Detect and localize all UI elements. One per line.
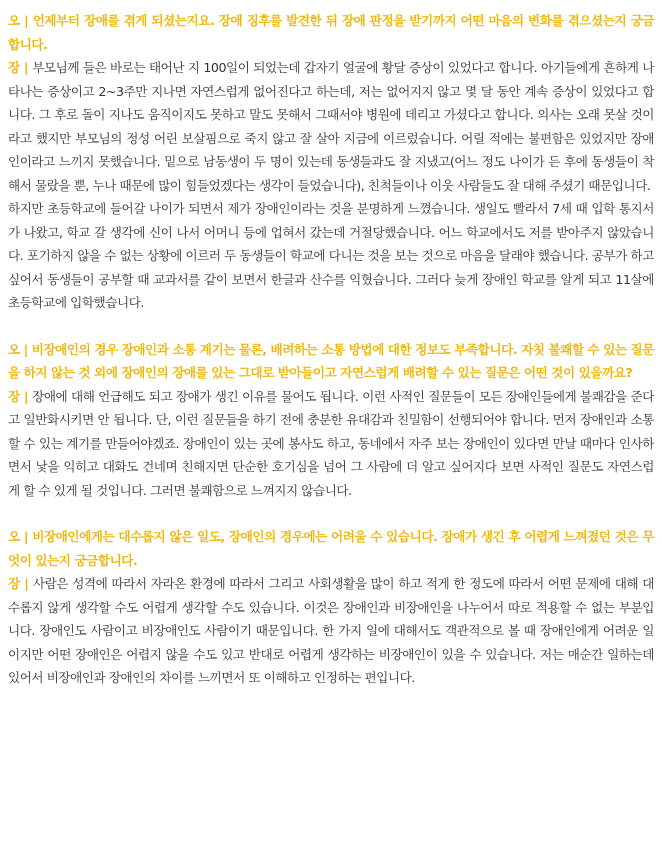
question-text: 비장애인의 경우 장애인과 소통 계기는 물론, 배려하는 소통 방법에 대한 정보도 부족합니다. 자칫 불쾌할 수 있는 질문을 하지 않는 것 외에 장애인의 장애를 있는 그대로 받아들이고 자연스럽게 배려할 수 있는 질문은 어떤 것이 있을까요? bbox=[8, 341, 654, 380]
interviewee-tag: 장 | bbox=[8, 60, 33, 75]
qa-block-1 bbox=[8, 9, 654, 315]
question-3 bbox=[8, 525, 654, 572]
answer-1-paragraph-1 bbox=[8, 56, 654, 197]
question-2 bbox=[8, 338, 654, 385]
interviewer-tag: 오 | bbox=[8, 341, 32, 357]
interviewee-tag: 장 | bbox=[8, 388, 33, 404]
qa-block-2 bbox=[8, 338, 654, 503]
answer-text: 부모님께 들은 바로는 태어난 지 100일이 되었는데 갑자기 얼굴에 황달 증상이 있었다고 합니다. 아기들에게 흔하게 나타나는 증상이고 2~3주만 지나면 자연스럽게 없어진다고 하는데, 저는 없어지지 않고 몇 달 동안 계속 증상이 있었다고 합니다. 그 후로 돌이 지나도 움직이지도 못하고 말도 못해서 그때서야 병원에 데리고 가셨다고 합니다. 의사는 오래 못살 것이라고 했지만 부모님의 정성 어린 보살핌으로 죽지 않고 잘 살아 지금에 이르렀습니다. 어릴 적에는 불편함은 있었지만 장애인이라고 느끼지 못했습니다. 밑으로 남동생이 두 명이 있는데 동생들과도 잘 지냈고(어느 정도 나이가 든 후에 동생들이 착해서 물랐을 뿐, 누나 때문에 많이 힘들었겠다는 생각이 들었습니다), 친척들이나 이웃 사람들도 잘 대해 주셨기 때문입니다. bbox=[8, 60, 654, 193]
question-1 bbox=[8, 9, 654, 56]
answer-text: 장애에 대해 언급해도 되고 장애가 생긴 이유를 물어도 됩니다. 이런 사적인 질문들이 모든 장애인들에게 불쾌감을 준다고 일반화시키면 안 됩니다. 단, 이런 질문들을 하기 전에 충분한 유대감과 친밀함이 선행되어야 합니다. 먼저 장애인과 소통할 수 있는 계기를 만들어야겠죠. 장애인이 있는 곳에 봉사도 하고, 동네에서 자주 보는 장애인이 있다면 만날 때마다 인사하면서 낯을 익히고 대화도 건네며 친해지면 단순한 호기심을 넘어 그 사람에 더 알고 싶어지다 보면 사적인 질문도 자연스럽게 할 수 있게 될 것입니다. 그러면 불쾌함으로 느껴지지 않습니다. bbox=[8, 388, 655, 498]
answer-text: 하지만 초등학교에 들어갈 나이가 되면서 제가 장애인이라는 것을 분명하게 느꼈습니다. 생일도 빨라서 7세 때 입학 통지서가 나왔고, 학교 갈 생각에 신이 나서 어머니 등에 업혀서 갔는데 거절당했습니다. 어느 학교에서도 저를 받아주지 않았습니다. 포기하지 않을 수 없는 상황에 이르러 두 동생들이 학교에 다니는 것을 보는 것으로 마음을 달래야 했습니다. 공부가 하고 싶어서 동생들이 공부할 때 교과서를 같이 보면서 한글과 산수를 익혔습니다. 그러다 늦게 장애인 학교를 알게 되고 11살에 초등학교에 입학했습니다. bbox=[8, 201, 654, 310]
question-text: 언제부터 장애를 겪게 되셨는지요. 장애 징후를 발견한 뒤 장애 판정을 받기까지 어떤 마음의 변화를 겪으셨는지 궁금합니다. bbox=[8, 13, 655, 52]
answer-3-paragraph-1 bbox=[8, 572, 654, 690]
answer-2-paragraph-1 bbox=[8, 385, 654, 503]
interviewer-tag: 오 | bbox=[8, 529, 33, 544]
answer-1-paragraph-2 bbox=[8, 197, 654, 315]
qa-block-3 bbox=[8, 525, 654, 690]
interviewer-tag: 오 | bbox=[8, 13, 33, 28]
interviewee-tag: 장 | bbox=[8, 576, 33, 591]
question-text: 비장애인에게는 대수롭지 않은 일도, 장애인의 경우에는 어려울 수 있습니다. 장애가 생긴 후 어렵게 느껴졌던 것은 무엇이 있는지 궁금합니다. bbox=[8, 529, 654, 568]
answer-text: 사람은 성격에 따라서 자라온 환경에 따라서 그리고 사회생활을 많이 하고 적게 한 정도에 따라서 어떤 문제에 대해 대수롭지 않게 생각할 수도 어렵게 생각할 수도 있습니다. 이것은 장애인과 비장애인을 나누어서 따로 적용할 수 없는 부분입니다. 장애인도 사람이고 비장애인도 사람이기 때문입니다. 한 가지 일에 대해서도 객관적으로 볼 때 장애인에게 어려운 일이지만 어떤 장애인은 어렵지 않을 수도 있고 반대로 어렵게 생각하는 비장애인이 있을 수 있습니다. 저는 매순간 일하는데 있어서 비장애인과 장애인의 차이를 느끼면서 또 이해하고 인정하는 편입니다. bbox=[8, 576, 654, 685]
